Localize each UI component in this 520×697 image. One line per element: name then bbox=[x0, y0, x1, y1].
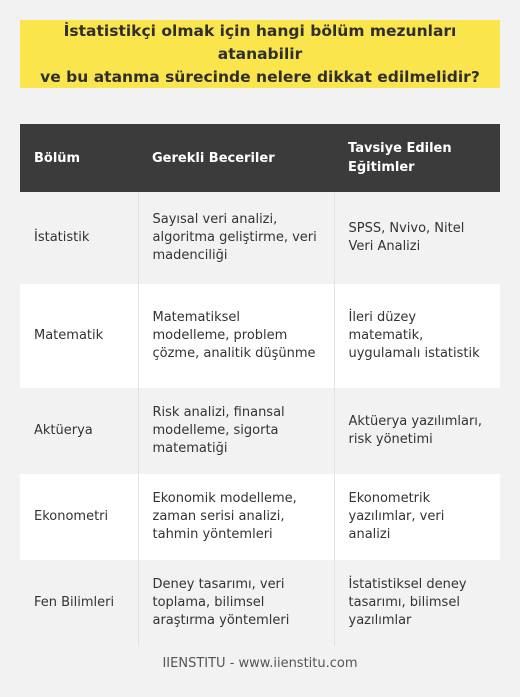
title-line-1: İstatistikçi olmak için hangi bölüm mezunları atanabilir bbox=[63, 21, 457, 63]
cell-egitimler: Ekonometrik yazılımlar, veri analizi bbox=[334, 474, 500, 560]
table-header-row bbox=[20, 124, 500, 192]
header-tavsiye-edilen-egitimler: Tavsiye Edilen Eğitimler bbox=[334, 124, 500, 192]
cell-bolum: Matematik bbox=[20, 284, 138, 388]
title-banner bbox=[20, 20, 500, 88]
cell-bolum: Fen Bilimleri bbox=[20, 560, 138, 646]
cell-beceriler: Ekonomik modelleme, zaman serisi analizi, tahmin yöntemleri bbox=[138, 474, 334, 560]
cell-beceriler: Deney tasarımı, veri toplama, bilimsel araştırma yöntemleri bbox=[138, 560, 334, 646]
header-gerekli-beceriler: Gerekli Beceriler bbox=[138, 124, 334, 192]
table-row bbox=[20, 192, 500, 284]
table-row bbox=[20, 560, 500, 646]
table-row bbox=[20, 388, 500, 474]
page-title bbox=[36, 20, 484, 89]
cell-beceriler: Matematiksel modelleme, problem çözme, analitik düşünme bbox=[138, 284, 334, 388]
comparison-table bbox=[20, 124, 500, 646]
cell-egitimler: İstatistiksel deney tasarımı, bilimsel yazılımlar bbox=[334, 560, 500, 646]
cell-bolum: Ekonometri bbox=[20, 474, 138, 560]
cell-egitimler: SPSS, Nvivo, Nitel Veri Analizi bbox=[334, 192, 500, 284]
cell-egitimler: Aktüerya yazılımları, risk yönetimi bbox=[334, 388, 500, 474]
cell-bolum: İstatistik bbox=[20, 192, 138, 284]
cell-beceriler: Sayısal veri analizi, algoritma geliştirme, veri madenciliği bbox=[138, 192, 334, 284]
table-row bbox=[20, 474, 500, 560]
title-line-2: ve bu atanma sürecinde nelere dikkat edilmelidir? bbox=[40, 67, 480, 86]
cell-beceriler: Risk analizi, finansal modelleme, sigorta matematiği bbox=[138, 388, 334, 474]
cell-egitimler: İleri düzey matematik, uygulamalı istatistik bbox=[334, 284, 500, 388]
footer-credit: IIENSTITU - www.iienstitu.com bbox=[162, 656, 358, 671]
table-row bbox=[20, 284, 500, 388]
cell-bolum: Aktüerya bbox=[20, 388, 138, 474]
header-bolum: Bölüm bbox=[20, 124, 138, 192]
